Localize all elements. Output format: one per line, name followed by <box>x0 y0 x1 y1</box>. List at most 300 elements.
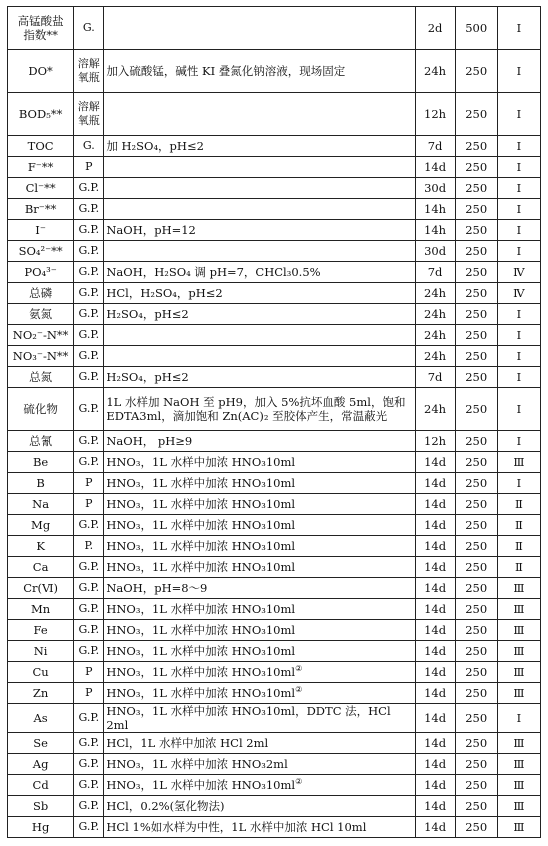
cell-text: 250 <box>465 602 488 616</box>
cell-text: 14d <box>424 560 447 574</box>
cell-text: 250 <box>465 686 488 700</box>
cell-text: 250 <box>465 286 488 300</box>
cell-text: 250 <box>465 434 488 448</box>
cell-text: 250 <box>465 711 488 725</box>
cell-text: 250 <box>465 107 488 121</box>
parameter-cell <box>8 557 74 578</box>
cell-text: HNO₃，1L 水样中加浓 HNO₃10ml <box>106 665 296 679</box>
cell-text: HNO₃，1L 水样中加浓 HNO₃10ml <box>106 476 296 490</box>
cell-text: 14d <box>424 799 447 813</box>
storage-time-cell <box>415 557 455 578</box>
cell-text: Mg <box>31 518 51 532</box>
cell-text: K <box>36 539 45 553</box>
preservation-method-cell <box>104 754 415 775</box>
washing-method-cell <box>497 733 540 754</box>
sample-volume-cell <box>455 346 497 367</box>
cell-text: 24h <box>424 402 447 416</box>
storage-time-cell <box>415 283 455 304</box>
container-cell <box>74 817 104 838</box>
parameter-cell <box>8 473 74 494</box>
cell-text: Be <box>32 455 49 469</box>
cell-text: P. <box>84 539 94 552</box>
preservation-method-cell <box>104 283 415 304</box>
cell-text: G.P. <box>78 736 100 749</box>
washing-method-cell <box>497 157 540 178</box>
cell-text: H₂SO₄，pH≤2 <box>106 307 189 321</box>
cell-text: 250 <box>465 181 488 195</box>
cell-text: G.P. <box>78 370 100 383</box>
cell-text: HCl，1L 水样中加浓 HCl 2ml <box>106 736 269 750</box>
washing-method-cell <box>497 136 540 157</box>
cell-text: I⁻ <box>35 223 46 237</box>
cell-text: 7d <box>427 370 443 384</box>
washing-method-cell <box>497 683 540 704</box>
cell-text: 14d <box>424 497 447 511</box>
container-cell <box>74 494 104 515</box>
cell-text: G.P. <box>78 757 100 770</box>
table-row <box>8 199 541 220</box>
sample-volume-cell <box>455 704 497 733</box>
washing-method-cell <box>497 346 540 367</box>
preservation-method-cell <box>104 796 415 817</box>
preservation-method-cell <box>104 641 415 662</box>
cell-text: G.P. <box>78 799 100 812</box>
table-row <box>8 262 541 283</box>
washing-method-cell <box>497 578 540 599</box>
preservation-method-cell <box>104 578 415 599</box>
cell-text: HNO₃，1L 水样中加浓 HNO₃10ml，DDTC 法，HCl 2ml <box>106 704 391 732</box>
storage-time-cell <box>415 683 455 704</box>
table-row <box>8 7 541 50</box>
cell-text: 250 <box>465 518 488 532</box>
cell-text: TOC <box>27 139 54 153</box>
storage-time-cell <box>415 662 455 683</box>
sample-volume-cell <box>455 388 497 431</box>
container-cell <box>74 346 104 367</box>
cell-text: Br⁻** <box>24 202 57 216</box>
cell-text: G.P. <box>78 286 100 299</box>
cell-text: As <box>33 711 48 725</box>
cell-text: G.P. <box>78 349 100 362</box>
cell-text: Ⅰ <box>516 349 522 363</box>
cell-text: 24h <box>424 328 447 342</box>
cell-text: 硫化物 <box>23 402 58 416</box>
cell-text: 250 <box>465 476 488 490</box>
sample-volume-cell <box>455 262 497 283</box>
cell-text: G.P. <box>78 644 100 657</box>
sample-volume-cell <box>455 578 497 599</box>
cell-text: 250 <box>465 265 488 279</box>
cell-text: Fe <box>33 623 48 637</box>
table-row <box>8 50 541 93</box>
parameter-cell <box>8 494 74 515</box>
container-cell <box>74 704 104 733</box>
sample-volume-cell <box>455 515 497 536</box>
storage-time-cell <box>415 220 455 241</box>
preservation-method-cell <box>104 220 415 241</box>
table-row <box>8 817 541 838</box>
washing-method-cell <box>497 620 540 641</box>
sample-preservation-table <box>7 6 541 838</box>
cell-text: Cl⁻** <box>25 181 56 195</box>
sample-volume-cell <box>455 662 497 683</box>
sample-volume-cell <box>455 431 497 452</box>
cell-text: Ⅲ <box>513 602 525 616</box>
cell-text: Ⅰ <box>516 139 522 153</box>
cell-text: 250 <box>465 665 488 679</box>
cell-text: HNO₃，1L 水样中加浓 HNO₃10ml <box>106 602 296 616</box>
table-row <box>8 346 541 367</box>
parameter-cell <box>8 325 74 346</box>
cell-text: Cu <box>32 665 49 679</box>
parameter-cell <box>8 346 74 367</box>
cell-text: 加入硫酸锰，碱性 KI 叠氮化钠溶液，现场固定 <box>106 64 346 78</box>
cell-text: G.P. <box>78 820 100 833</box>
parameter-cell <box>8 536 74 557</box>
container-cell <box>74 367 104 388</box>
cell-text: 14d <box>424 736 447 750</box>
cell-text: Hg <box>31 820 50 834</box>
sample-volume-cell <box>455 220 497 241</box>
cell-text: 总氰 <box>29 434 53 448</box>
cell-text: Ⅲ <box>513 757 525 771</box>
table-row <box>8 662 541 683</box>
table-row <box>8 796 541 817</box>
cell-text: 14d <box>424 476 447 490</box>
storage-time-cell <box>415 367 455 388</box>
cell-text: G.P. <box>78 202 100 215</box>
container-cell <box>74 157 104 178</box>
parameter-cell <box>8 50 74 93</box>
cell-text: 250 <box>465 370 488 384</box>
washing-method-cell <box>497 431 540 452</box>
cell-text: G. <box>82 139 95 152</box>
table-row <box>8 754 541 775</box>
preservation-method-cell <box>104 817 415 838</box>
washing-method-cell <box>497 599 540 620</box>
cell-text: DO* <box>28 64 53 78</box>
cell-text: HNO₃，1L 水样中加浓 HNO₃10ml <box>106 778 296 792</box>
storage-time-cell <box>415 431 455 452</box>
cell-text: Ⅲ <box>513 581 525 595</box>
cell-text: 250 <box>465 497 488 511</box>
cell-text: G.P. <box>78 328 100 341</box>
cell-text: Ca <box>32 560 49 574</box>
table-row <box>8 515 541 536</box>
container-cell <box>74 641 104 662</box>
sample-volume-cell <box>455 325 497 346</box>
table-body <box>8 7 541 838</box>
table-row <box>8 775 541 796</box>
parameter-cell <box>8 7 74 50</box>
storage-time-cell <box>415 325 455 346</box>
cell-text: HNO₃，1L 水样中加浓 HNO₃10ml <box>106 644 296 658</box>
container-cell <box>74 473 104 494</box>
cell-text: Ni <box>33 644 48 658</box>
storage-time-cell <box>415 178 455 199</box>
preservation-method-cell <box>104 452 415 473</box>
parameter-cell <box>8 662 74 683</box>
sample-volume-cell <box>455 304 497 325</box>
cell-text: NO₃⁻-N** <box>12 349 69 363</box>
cell-text: Ⅱ <box>514 497 523 511</box>
sample-volume-cell <box>455 241 497 262</box>
table-row <box>8 494 541 515</box>
cell-text: Ⅰ <box>516 160 522 174</box>
cell-text: 2d <box>427 21 443 35</box>
parameter-cell <box>8 220 74 241</box>
sample-volume-cell <box>455 93 497 136</box>
parameter-cell <box>8 817 74 838</box>
cell-text: Ⅳ <box>513 286 525 300</box>
cell-text: 14d <box>424 711 447 725</box>
washing-method-cell <box>497 93 540 136</box>
cell-text: 14d <box>424 778 447 792</box>
cell-text: 14h <box>424 202 447 216</box>
washing-method-cell <box>497 704 540 733</box>
cell-text: 14d <box>424 665 447 679</box>
preservation-method-cell <box>104 93 415 136</box>
cell-text: 250 <box>465 736 488 750</box>
storage-time-cell <box>415 796 455 817</box>
sample-volume-cell <box>455 157 497 178</box>
storage-time-cell <box>415 50 455 93</box>
sample-volume-cell <box>455 620 497 641</box>
washing-method-cell <box>497 473 540 494</box>
cell-text: Ⅰ <box>516 307 522 321</box>
container-cell <box>74 283 104 304</box>
storage-time-cell <box>415 93 455 136</box>
cell-text: 250 <box>465 623 488 637</box>
cell-text: 7d <box>427 139 443 153</box>
sample-volume-cell <box>455 733 497 754</box>
cell-text: 250 <box>465 644 488 658</box>
cell-text: 500 <box>465 21 488 35</box>
cell-text: 14d <box>424 160 447 174</box>
table-row <box>8 325 541 346</box>
footnote-mark: ② <box>295 664 303 674</box>
cell-text: Ⅱ <box>514 539 523 553</box>
container-cell <box>74 557 104 578</box>
cell-text: Zn <box>32 686 49 700</box>
table-row <box>8 473 541 494</box>
storage-time-cell <box>415 599 455 620</box>
cell-text: Ⅰ <box>516 64 522 78</box>
cell-text: NO₂⁻-N** <box>12 328 69 342</box>
parameter-cell <box>8 367 74 388</box>
preservation-method-cell <box>104 536 415 557</box>
cell-text: 14d <box>424 820 447 834</box>
parameter-cell <box>8 241 74 262</box>
container-cell <box>74 220 104 241</box>
cell-text: G.P. <box>78 181 100 194</box>
sample-volume-cell <box>455 599 497 620</box>
cell-text: Ⅲ <box>513 644 525 658</box>
washing-method-cell <box>497 199 540 220</box>
storage-time-cell <box>415 515 455 536</box>
container-cell <box>74 515 104 536</box>
cell-text: 250 <box>465 799 488 813</box>
storage-time-cell <box>415 620 455 641</box>
parameter-cell <box>8 157 74 178</box>
cell-text: HCl 1%如水样为中性，1L 水样中加浓 HCl 10ml <box>106 820 367 834</box>
table-row <box>8 704 541 733</box>
cell-text: Ⅰ <box>516 181 522 195</box>
preservation-method-cell <box>104 367 415 388</box>
preservation-method-cell <box>104 515 415 536</box>
container-cell <box>74 431 104 452</box>
container-cell <box>74 536 104 557</box>
sample-volume-cell <box>455 796 497 817</box>
storage-time-cell <box>415 578 455 599</box>
storage-time-cell <box>415 346 455 367</box>
cell-text: Sb <box>32 799 49 813</box>
container-cell <box>74 452 104 473</box>
cell-text: P <box>85 665 93 678</box>
container-cell <box>74 304 104 325</box>
storage-time-cell <box>415 7 455 50</box>
parameter-cell <box>8 599 74 620</box>
cell-text: Ⅰ <box>516 402 522 416</box>
table-row <box>8 536 541 557</box>
parameter-cell <box>8 452 74 473</box>
cell-text: G.P. <box>78 244 100 257</box>
cell-line: 溶解 <box>77 57 100 70</box>
table-row <box>8 93 541 136</box>
cell-text: P <box>85 160 93 173</box>
cell-text: Ag <box>32 757 49 771</box>
table-row <box>8 178 541 199</box>
cell-text: SO₄²⁻** <box>18 244 63 258</box>
table-row <box>8 388 541 431</box>
cell-text: 250 <box>465 139 488 153</box>
cell-text: 14d <box>424 757 447 771</box>
cell-text: 250 <box>465 223 488 237</box>
table-row <box>8 283 541 304</box>
footnote-mark: ② <box>295 777 303 787</box>
cell-text: 14d <box>424 539 447 553</box>
preservation-method-cell <box>104 136 415 157</box>
parameter-cell <box>8 136 74 157</box>
cell-text: 250 <box>465 307 488 321</box>
container-cell <box>74 262 104 283</box>
cell-text: 250 <box>465 244 488 258</box>
preservation-method-cell <box>104 199 415 220</box>
washing-method-cell <box>497 7 540 50</box>
container-cell <box>74 178 104 199</box>
cell-text: P <box>85 476 93 489</box>
washing-method-cell <box>497 641 540 662</box>
cell-text: Ⅱ <box>514 518 523 532</box>
cell-text: G.P. <box>78 223 100 236</box>
sample-volume-cell <box>455 199 497 220</box>
parameter-cell <box>8 515 74 536</box>
container-cell <box>74 93 104 136</box>
storage-time-cell <box>415 754 455 775</box>
washing-method-cell <box>497 50 540 93</box>
washing-method-cell <box>497 515 540 536</box>
parameter-cell <box>8 754 74 775</box>
cell-text: Na <box>32 497 50 511</box>
storage-time-cell <box>415 494 455 515</box>
container-cell <box>74 241 104 262</box>
container-cell <box>74 599 104 620</box>
cell-text: Ⅲ <box>513 455 525 469</box>
cell-text: Ⅰ <box>516 370 522 384</box>
storage-time-cell <box>415 199 455 220</box>
storage-time-cell <box>415 157 455 178</box>
cell-text: G.P. <box>78 581 100 594</box>
parameter-cell <box>8 704 74 733</box>
container-cell <box>74 796 104 817</box>
preservation-method-cell <box>104 325 415 346</box>
storage-time-cell <box>415 704 455 733</box>
table-row <box>8 304 541 325</box>
container-cell <box>74 775 104 796</box>
preservation-method-cell <box>104 157 415 178</box>
preservation-method-cell <box>104 431 415 452</box>
cell-text: HNO₃，1L 水样中加浓 HNO₃10ml <box>106 686 296 700</box>
cell-text: HNO₃，1L 水样中加浓 HNO₃10ml <box>106 560 296 574</box>
washing-method-cell <box>497 557 540 578</box>
cell-text: 加 H₂SO₄，pH≤2 <box>106 139 204 153</box>
preservation-method-cell <box>104 50 415 93</box>
parameter-cell <box>8 733 74 754</box>
storage-time-cell <box>415 388 455 431</box>
cell-text: Mn <box>31 602 51 616</box>
cell-text: 24h <box>424 286 447 300</box>
cell-text: 30d <box>424 181 447 195</box>
washing-method-cell <box>497 494 540 515</box>
preservation-method-cell <box>104 7 415 50</box>
cell-text: G. <box>82 21 95 34</box>
cell-text: Ⅲ <box>513 799 525 813</box>
container-cell <box>74 199 104 220</box>
parameter-cell <box>8 620 74 641</box>
preservation-method-cell <box>104 473 415 494</box>
parameter-cell <box>8 199 74 220</box>
preservation-method-cell <box>104 178 415 199</box>
cell-text: HNO₃，1L 水样中加浓 HNO₃10ml <box>106 497 296 511</box>
preservation-method-cell <box>104 599 415 620</box>
parameter-cell <box>8 796 74 817</box>
cell-text: 14d <box>424 644 447 658</box>
preservation-method-cell <box>104 620 415 641</box>
parameter-cell <box>8 304 74 325</box>
storage-time-cell <box>415 473 455 494</box>
table-row <box>8 136 541 157</box>
cell-text: F⁻** <box>27 160 54 174</box>
container-cell <box>74 388 104 431</box>
cell-text: HNO₃，1L 水样中加浓 HNO₃10ml <box>106 623 296 637</box>
table-row <box>8 452 541 473</box>
cell-text: G.P. <box>78 711 100 724</box>
washing-method-cell <box>497 817 540 838</box>
cell-line: 指数** <box>23 28 58 42</box>
cell-text: G.P. <box>78 307 100 320</box>
preservation-method-cell <box>104 662 415 683</box>
sample-volume-cell <box>455 775 497 796</box>
cell-text: 24h <box>424 64 447 78</box>
cell-text: HNO₃，1L 水样中加浓 HNO₃10ml <box>106 518 296 532</box>
washing-method-cell <box>497 796 540 817</box>
cell-text: 14h <box>424 223 447 237</box>
cell-text: NaOH，H₂SO₄ 调 pH=7，CHCl₃0.5% <box>106 265 321 279</box>
storage-time-cell <box>415 241 455 262</box>
cell-text: BOD₅** <box>18 107 63 121</box>
cell-text: 12h <box>424 107 447 121</box>
cell-text: G.P. <box>78 265 100 278</box>
